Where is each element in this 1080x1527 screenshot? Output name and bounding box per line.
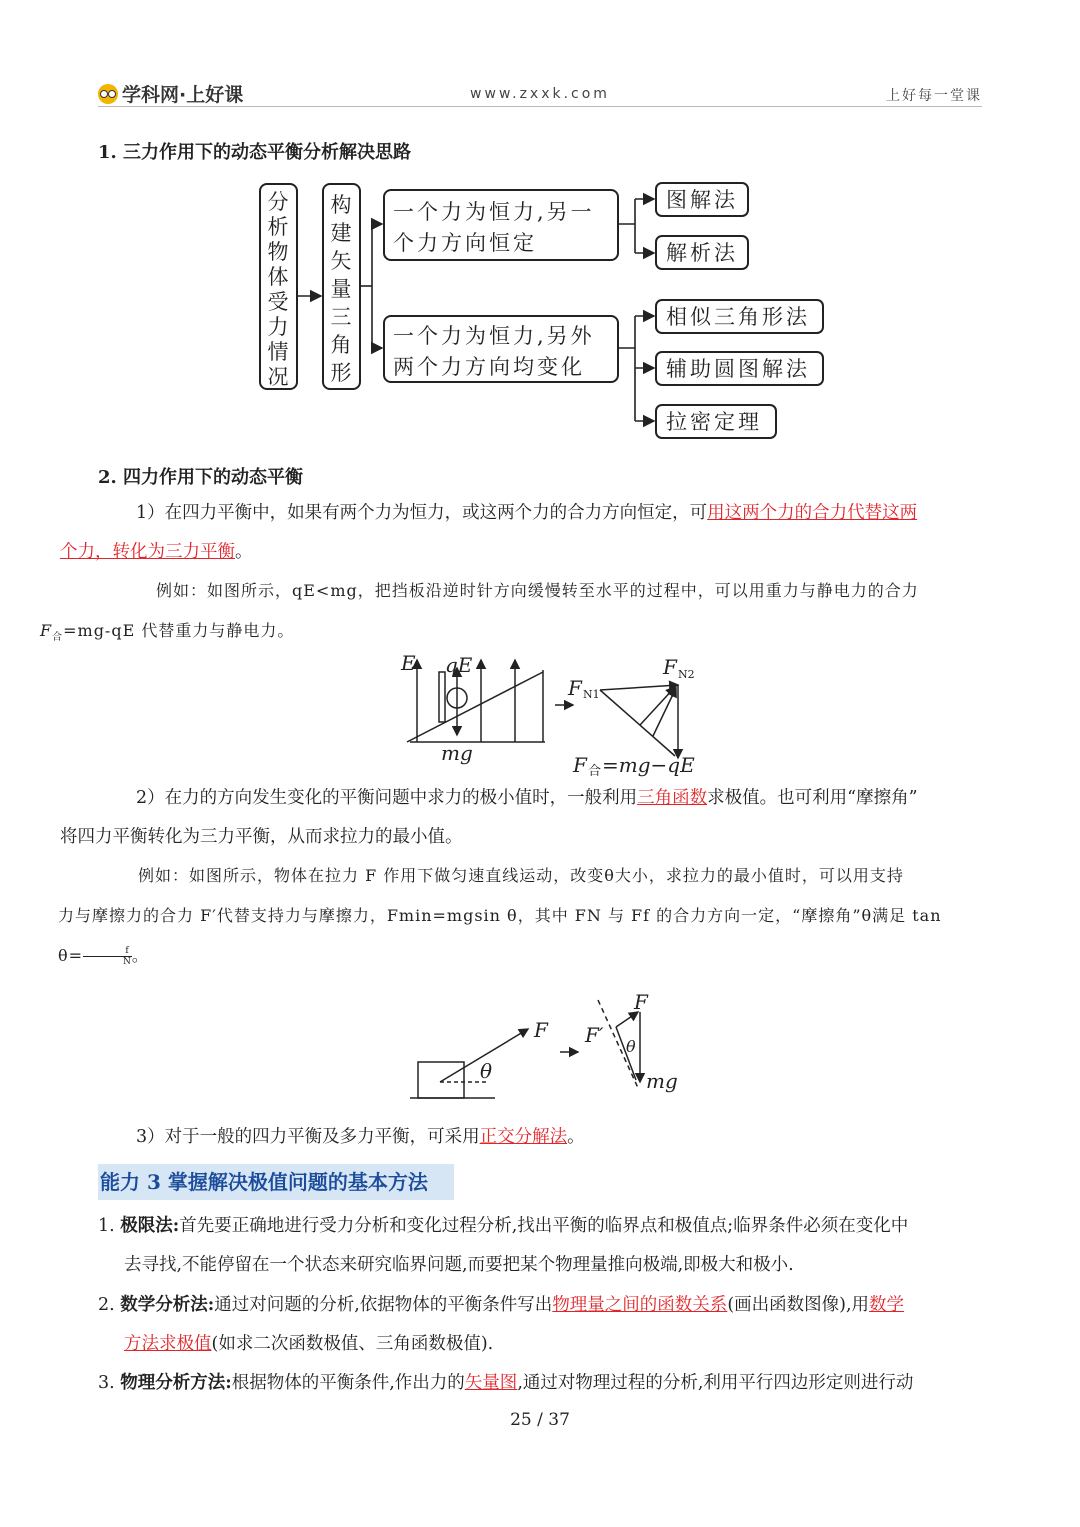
label-FN2: F [663,655,677,679]
para3-end: 。 [567,1127,585,1147]
example1-line2: =mg-qE 代替重力与静电力。 [63,621,295,640]
label-theta: θ [480,1059,493,1083]
item-number: 2. [98,1295,115,1315]
page-number: 25 / 37 [510,1410,570,1430]
example2-end: 。 [131,946,149,965]
label-FN1: F [568,676,582,700]
label-qE: qE [445,653,473,677]
item-text: 根据物体的平衡条件,作出力的 [231,1373,465,1393]
item-text: (如求二次函数极值、三角函数极值). [211,1334,494,1354]
item-term: 数学分析法: [120,1295,215,1315]
box2-char: 量 [330,277,352,301]
item-text: 首先要正确地进行受力分析和变化过程分析,找出平衡的临界点和极值点;临界条件必须在变化中 [179,1216,909,1236]
section2-para1 [60,494,982,572]
fraction-num: f [83,946,132,957]
label-theta2: θ [626,1037,636,1056]
case1-line: 一个力为恒力,另一 [393,200,595,224]
example1-f: F [40,621,53,640]
box1-char: 分 [267,190,289,214]
header-slogan: 上好每一堂课 [886,88,982,104]
figure1 [395,650,715,780]
method-item-1 [98,1207,982,1285]
box2-char: 角 [330,333,352,357]
method-label: 拉密定理 [666,410,762,434]
box1-char: 情 [267,340,289,364]
method-label: 相似三角形法 [666,305,810,329]
case2-line: 两个力方向均变化 [393,355,585,379]
section2-para3 [98,1118,982,1157]
para1-highlight: 个力，转化为三力平衡 [60,542,235,562]
para2-text: 2）在力的方向发生变化的平衡问题中求力的极小值时，一般利用 [136,788,638,808]
label-F: F [534,1018,548,1042]
item-number: 1. [98,1216,115,1236]
item-highlight: 矢量图 [464,1373,518,1393]
label-mg2: mg [646,1069,678,1093]
label-Fhe-sub: 合 [588,764,602,779]
label-Fhe-eq: =mg−qE [602,753,695,777]
box1-char: 物 [267,240,289,264]
header-divider [98,106,982,107]
item-number: 3. [98,1373,115,1393]
label-FN2-sub: N2 [678,668,695,681]
para3-highlight: 正交分解法 [479,1127,568,1147]
section3-title: 能力 3 掌握解决极值问题的基本方法 [98,1164,454,1200]
box2-char: 形 [330,361,352,385]
item-term: 极限法: [120,1216,180,1236]
section2-title: 2. 四力作用下的动态平衡 [98,467,304,488]
item-highlight: 物理量之间的函数关系 [552,1295,728,1315]
label-FN1-sub: N1 [583,688,600,701]
box2-char: 建 [330,221,352,245]
label-Fprime: F′ [585,1023,604,1047]
label-Fhe: F [573,753,587,777]
case1-line: 个力方向恒定 [393,231,537,255]
para2-text: 将四力平衡转化为三力平衡，从而求拉力的最小值。 [60,827,463,847]
box2-char: 矢 [330,249,352,273]
item-text: (画出函数图像),用 [727,1295,870,1315]
example2-line1: 例如：如图所示，物体在拉力 F 作用下做匀速直线运动，改变θ大小，求拉力的最小值时，可以用支持 [138,866,904,885]
flow-diagram [250,176,850,446]
example2 [58,856,982,976]
example2-line3: θ= [58,946,84,965]
item-term: 物理分析方法: [120,1373,232,1393]
box1-char: 受 [267,290,289,314]
section2-para2 [60,779,982,857]
para1-end: 。 [235,542,253,562]
label-mg: mg [441,741,473,765]
logo-text: 学科网·上好课 [122,84,244,106]
box1-char: 体 [267,265,289,289]
case2-line: 一个力为恒力,另外 [393,324,595,348]
item-text: 通过对问题的分析,依据物体的平衡条件写出 [214,1295,553,1315]
site-url[interactable]: www.zxxk.com [470,86,610,102]
example1-sub: 合 [52,632,64,644]
item-highlight: 数学 [869,1295,905,1315]
label-F2: F [634,990,648,1014]
section1-title: 1. 三力作用下的动态平衡分析解决思路 [98,142,412,163]
box2-char: 构 [330,193,352,217]
figure2 [410,990,700,1105]
para1-highlight: 用这两个力的合力代替这两 [707,503,918,523]
para2-highlight: 三角函数 [637,788,708,808]
item-line [98,1334,493,1354]
method-item-3 [98,1364,982,1403]
method-label: 辅助圆图解法 [666,357,810,381]
fraction-den: N [123,957,132,967]
label-E: E [401,651,416,675]
method-item-2 [98,1286,982,1364]
example2-line2: 力与摩擦力的合力 F′代替支持力与摩擦力，Fmin=mgsin θ，其中 FN 与 Ff 的合力方向一定，“摩擦角”θ满足 tan [58,906,942,925]
box2-char: 三 [330,305,352,329]
box1-char: 力 [267,315,289,339]
para3-text: 3）对于一般的四力平衡及多力平衡，可采用 [136,1127,480,1147]
method-label: 图解法 [666,188,738,212]
box1-char: 析 [267,215,289,239]
item-highlight: 方法求极值 [124,1334,212,1354]
fraction [83,946,132,967]
para1-text: 1）在四力平衡中，如果有两个力为恒力，或这两个力的合力方向恒定，可 [136,503,708,523]
box1-char: 况 [267,365,289,389]
example1-line1: 例如：如图所示，qE<mg，把挡板沿逆时针方向缓慢转至水平的过程中，可以用重力与静电力的合力 [156,581,919,600]
method-label: 解析法 [666,241,738,265]
para2-text: 求极值。也可利用“摩擦角” [707,788,918,808]
item-text: ,通过对物理过程的分析,利用平行四边形定则进行动 [517,1373,914,1393]
example1 [40,571,982,658]
item-text: 去寻找,不能停留在一个状态来研究临界问题,而要把某个物理量推向极端,即极大和极小. [124,1255,794,1275]
